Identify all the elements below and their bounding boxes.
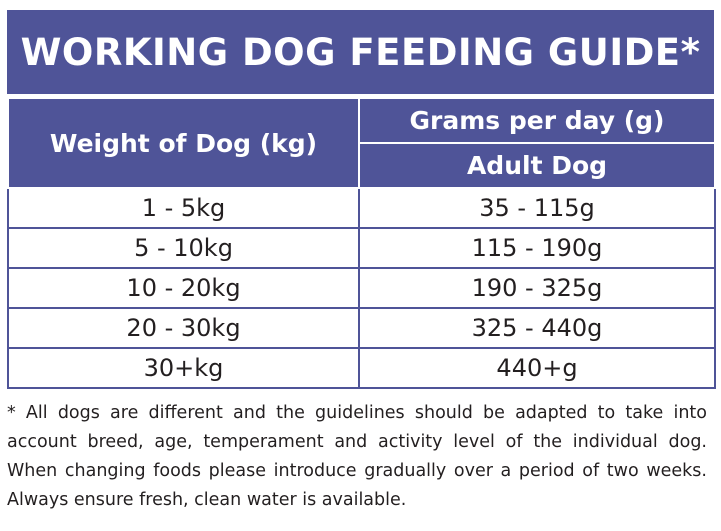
table-row	[8, 348, 715, 388]
table-row	[8, 268, 715, 308]
weight-cell: 30+kg	[8, 348, 359, 388]
feeding-table	[7, 97, 716, 389]
table-row	[8, 188, 715, 228]
grams-cell: 190 - 325g	[359, 268, 715, 308]
footnote: * All dogs are different and the guidelines should be adapted to take into account breed, age, temperament and activity level of the individual dog. When changing foods please introduce gradually over a period of two weeks. Always ensure fresh, clean water is available.	[7, 403, 707, 510]
feeding-guide	[7, 10, 714, 515]
grams-column-header: Grams per day (g)	[359, 98, 715, 143]
grams-cell: 115 - 190g	[359, 228, 715, 268]
page-title: WORKING DOG FEEDING GUIDE*	[20, 30, 701, 74]
weight-column-header: Weight of Dog (kg)	[8, 98, 359, 188]
weight-cell: 1 - 5kg	[8, 188, 359, 228]
table-row	[8, 228, 715, 268]
weight-cell: 5 - 10kg	[8, 228, 359, 268]
weight-cell: 10 - 20kg	[8, 268, 359, 308]
grams-cell: 325 - 440g	[359, 308, 715, 348]
grams-cell: 440+g	[359, 348, 715, 388]
table-row	[8, 308, 715, 348]
weight-cell: 20 - 30kg	[8, 308, 359, 348]
adult-dog-header: Adult Dog	[359, 143, 715, 188]
title-bar	[7, 10, 714, 94]
grams-cell: 35 - 115g	[359, 188, 715, 228]
header-row	[8, 98, 715, 143]
